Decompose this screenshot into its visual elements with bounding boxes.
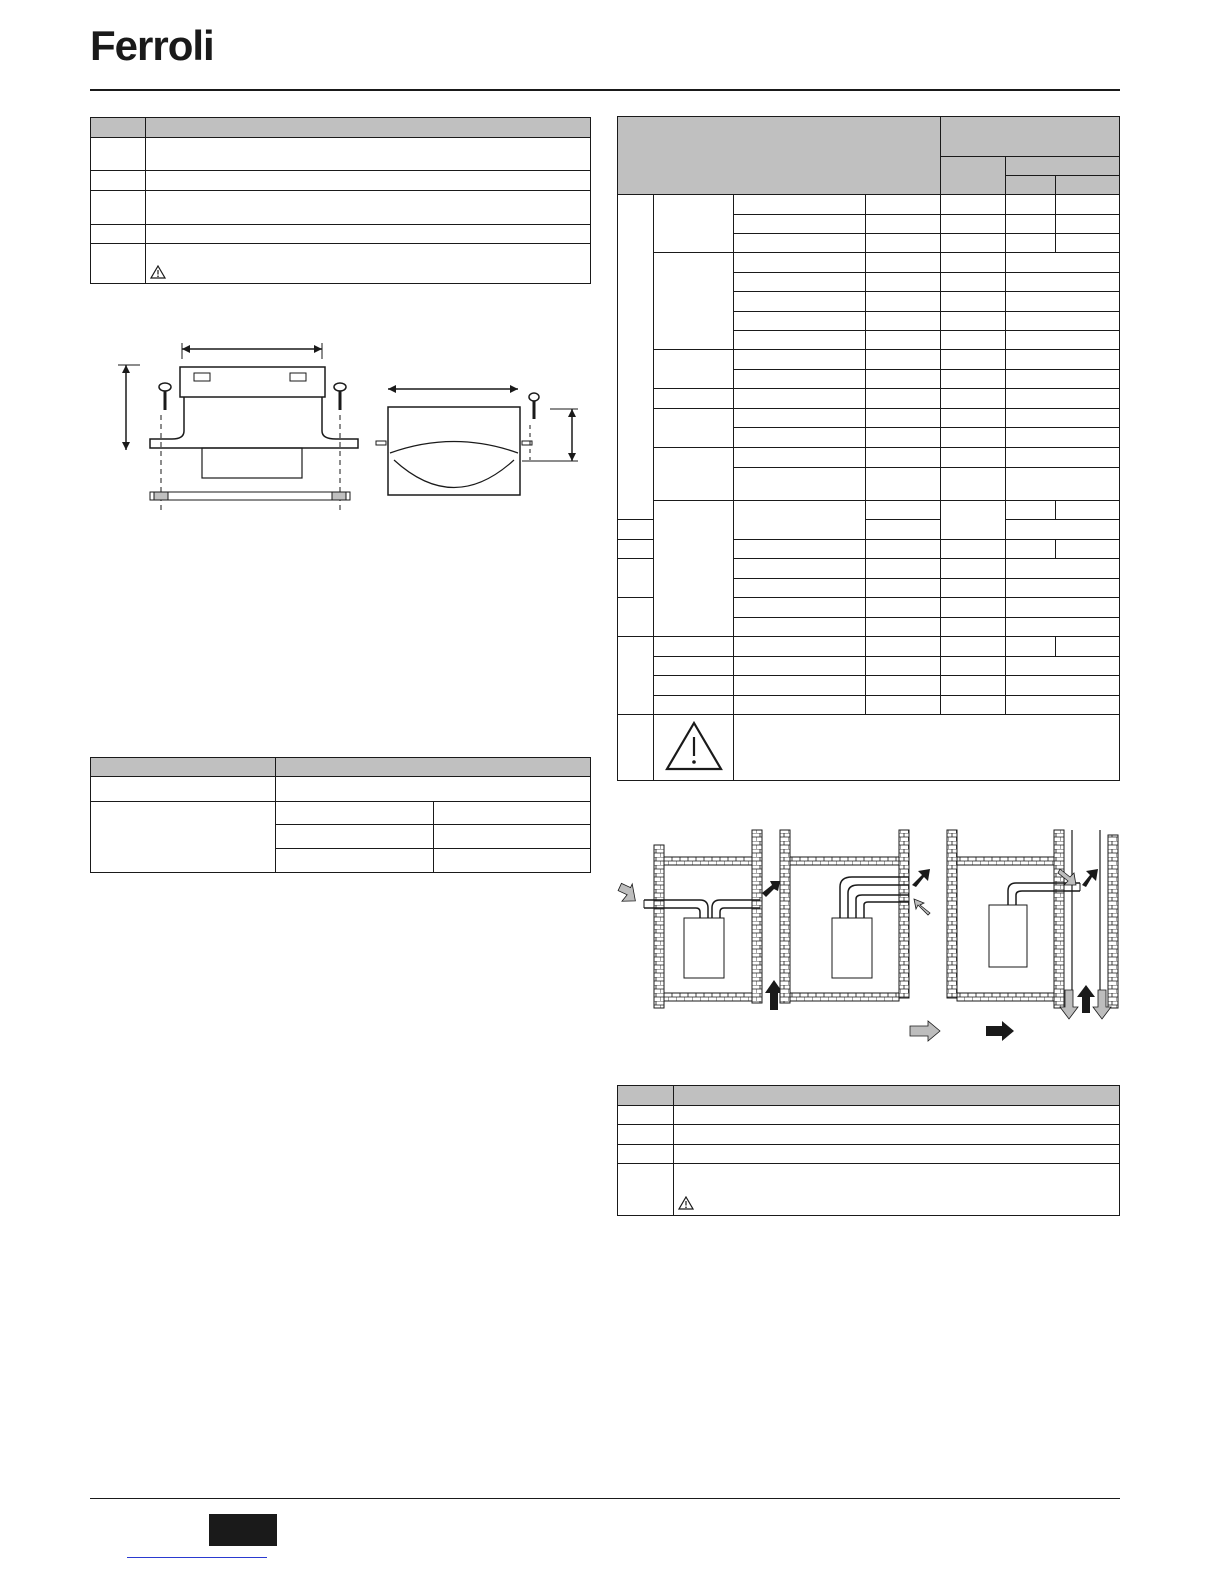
table-header-row — [618, 117, 1120, 157]
flue-installation-diagram — [612, 825, 1122, 1047]
table-row — [618, 409, 1120, 428]
footer-divider — [90, 1498, 1120, 1499]
exhaust-arrow-icon — [912, 869, 930, 887]
left-notes-table — [90, 117, 591, 284]
updraft-arrow-icon — [1077, 985, 1095, 1013]
fresh-air-arrow-icon — [615, 880, 642, 907]
table-row — [618, 1164, 1120, 1216]
table-row — [618, 389, 1120, 409]
legend-exhaust-arrow-icon — [986, 1021, 1014, 1041]
screw-icon — [159, 383, 171, 410]
table-row — [91, 138, 591, 171]
table-row — [618, 676, 1120, 696]
table-row — [618, 715, 1120, 781]
language-tab — [209, 1514, 277, 1546]
warning-triangle-icon — [150, 265, 166, 279]
terminal-fitting-drawing — [110, 335, 590, 515]
table-row — [91, 171, 591, 191]
screw-icon — [334, 383, 346, 410]
table-row — [91, 244, 591, 284]
table-header-row — [91, 118, 591, 138]
legend-fresh-air-arrow-icon — [910, 1021, 940, 1041]
table-row — [618, 1125, 1120, 1145]
table-header-row — [618, 1086, 1120, 1106]
screw-icon — [529, 393, 539, 419]
table-row — [618, 253, 1120, 273]
exhaust-arrow-icon — [1082, 869, 1098, 887]
table-row — [91, 225, 591, 244]
table-row — [91, 777, 591, 802]
table-header-row — [91, 758, 591, 777]
fresh-air-arrow-icon — [914, 899, 930, 915]
right-notes-table — [617, 1085, 1120, 1216]
left-dimension-table — [90, 757, 591, 873]
table-row — [91, 802, 591, 825]
warning-triangle-icon — [678, 1196, 694, 1210]
right-flue-table — [617, 116, 1120, 781]
footer-link[interactable] — [127, 1557, 267, 1558]
installation-scene-3 — [947, 830, 1118, 1019]
brand-logo: Ferroli — [90, 22, 214, 69]
table-row — [618, 350, 1120, 370]
header-divider — [90, 89, 1120, 91]
table-row — [618, 1106, 1120, 1125]
table-row — [618, 696, 1120, 715]
exhaust-arrow-icon — [762, 881, 780, 897]
table-row — [618, 1145, 1120, 1164]
table-row — [618, 195, 1120, 215]
table-row — [618, 448, 1120, 468]
table-row — [618, 657, 1120, 676]
table-row — [91, 191, 591, 225]
table-row — [618, 637, 1120, 657]
warning-triangle-icon — [664, 720, 724, 772]
table-row — [618, 501, 1120, 520]
installation-scene-2 — [780, 830, 930, 1003]
installation-scene-1 — [615, 830, 783, 1010]
